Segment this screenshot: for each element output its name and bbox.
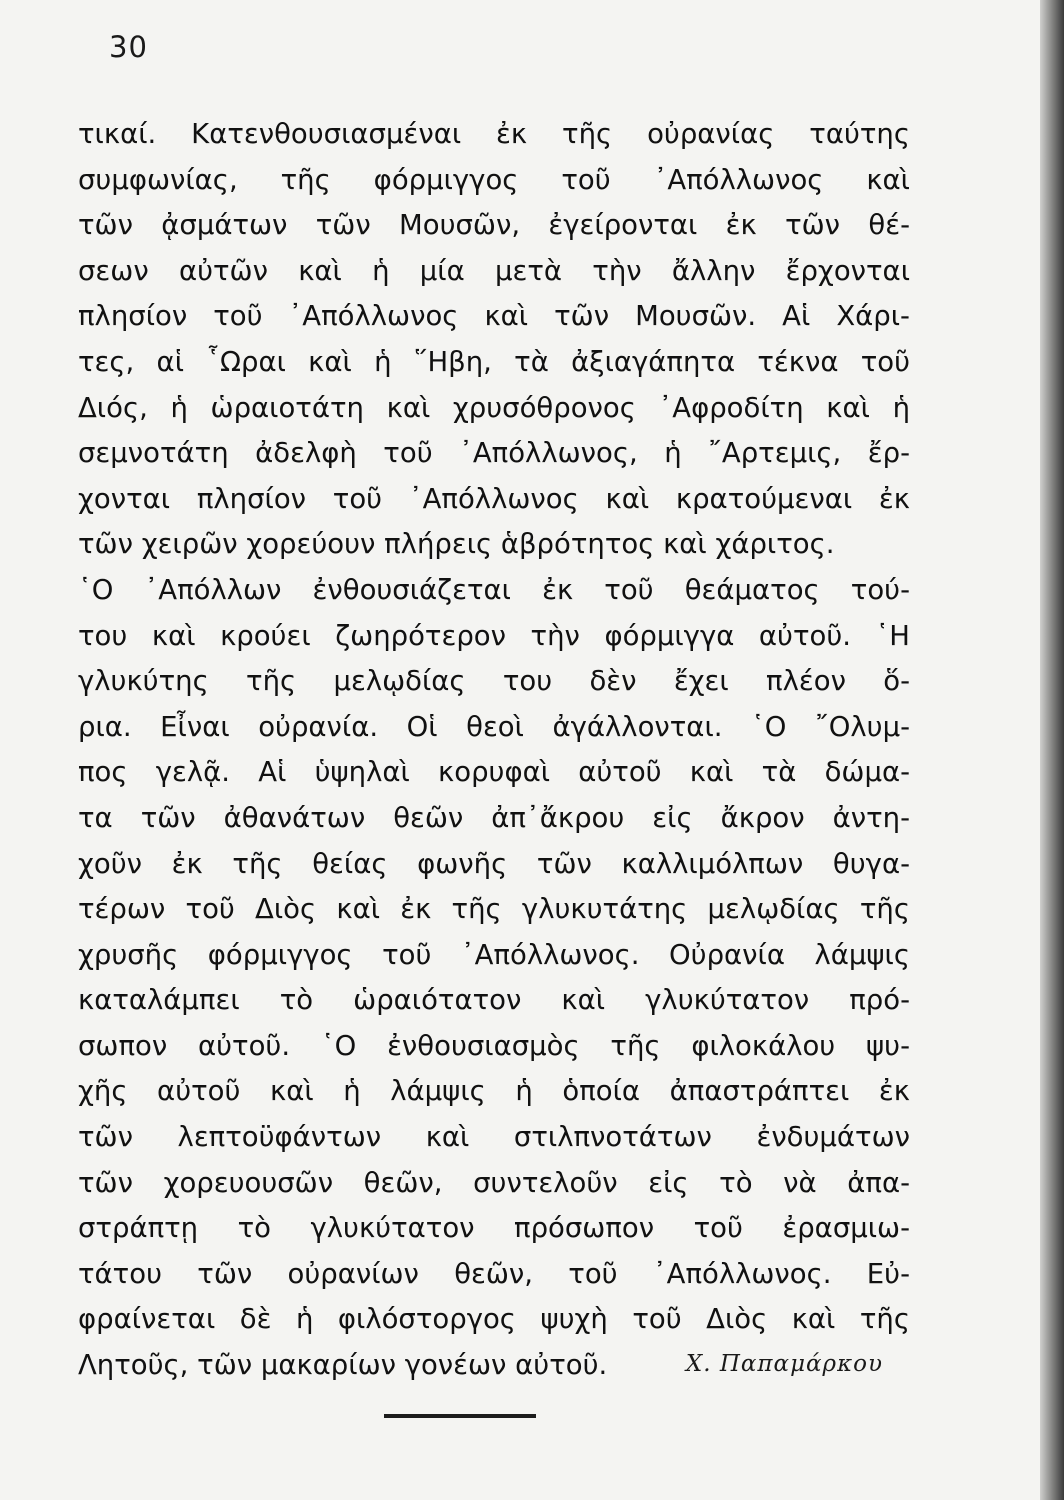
text-line: τα τῶν ἀθανάτων θεῶν ἀπ᾿ἄκρου εἰς ἄκρον ἀντη- [78, 801, 910, 834]
text-line: καταλάμπει τὸ ὡραιότατον καὶ γλυκύτατον πρό- [78, 984, 910, 1017]
text-line: τάτου τῶν οὐρανίων θεῶν, τοῦ ᾿Απόλλωνος. Εὐ- [78, 1257, 910, 1290]
text-line: τῶν ᾀσμάτων τῶν Μουσῶν, ἐγείρονται ἐκ τῶν θέ- [78, 209, 910, 242]
text-line: τῶν λεπτοϋφάντων καὶ στιλπνοτάτων ἐνδυμάτων [78, 1121, 910, 1154]
text-line: ρια. Εἶναι οὐρανία. Οἱ θεοὶ ἀγάλλονται. ῾Ο ῎Ολυμ- [78, 710, 910, 743]
text-line: Λητοῦς, τῶν μακαρίων γονέων αὐτοῦ. [78, 1349, 608, 1382]
text-line: του καὶ κρούει ζωηρότερον τὴν φόρμιγγα αὐτοῦ. ῾Η [78, 619, 910, 652]
text-line: πλησίον τοῦ ᾿Απόλλωνος καὶ τῶν Μουσῶν. Αἱ Χάρι- [78, 300, 910, 333]
text-line: χρυσῆς φόρμιγγος τοῦ ᾿Απόλλωνος. Οὐρανία λάμψις [78, 938, 910, 971]
text-line: φραίνεται δὲ ἡ φιλόστοργος ψυχὴ τοῦ Διὸς καὶ τῆς [78, 1303, 910, 1336]
body-text [78, 112, 910, 1389]
section-divider [384, 1414, 536, 1418]
text-line: γλυκύτης τῆς μελῳδίας του δὲν ἔχει πλέον ὅ- [78, 665, 910, 698]
text-line: σωπον αὐτοῦ. ῾Ο ἐνθουσιασμὸς τῆς φιλοκάλου ψυ- [78, 1029, 910, 1062]
text-line: σεμνοτάτη ἀδελφὴ τοῦ ᾿Απόλλωνος, ἡ ῎Αρτεμις, ἔρ- [78, 437, 910, 470]
text-line: σεων αὐτῶν καὶ ἡ μία μετὰ τὴν ἄλλην ἔρχονται [78, 254, 910, 287]
text-line: τες, αἱ ῟Ωραι καὶ ἡ ῞Ηβη, τὰ ἀξιαγάπητα τέκνα τοῦ [78, 345, 910, 378]
text-line: Διός, ἡ ὡραιοτάτη καὶ χρυσόθρονος ᾿Αφροδίτη καὶ ἡ [78, 391, 910, 424]
page-edge-shadow [1040, 0, 1064, 1500]
text-line: πος γελᾷ. Αἱ ὑψηλαὶ κορυφαὶ αὐτοῦ καὶ τὰ δώμα- [78, 756, 910, 789]
text-line: τέρων τοῦ Διὸς καὶ ἐκ τῆς γλυκυτάτης μελῳδίας τῆς [78, 893, 910, 926]
text-line: στράπτῃ τὸ γλυκύτατον πρόσωπον τοῦ ἐρασμιω- [78, 1212, 910, 1245]
text-line: συμφωνίας, τῆς φόρμιγγος τοῦ ᾿Απόλλωνος καὶ [78, 163, 910, 196]
text-line: τῶν χειρῶν χορεύουν πλήρεις ἁβρότητος καὶ χάριτος. [78, 528, 835, 561]
text-line: χοῦν ἐκ τῆς θείας φωνῆς τῶν καλλιμόλπων θυγα- [78, 847, 910, 880]
page-number: 30 [109, 30, 148, 64]
text-line: τῶν χορευουσῶν θεῶν, συντελοῦν εἰς τὸ νὰ ἀπα- [78, 1166, 910, 1199]
text-line: τικαί. Κατενθουσιασμέναι ἐκ τῆς οὐρανίας ταύτης [78, 118, 910, 150]
text-line: ῾Ο ᾿Απόλλων ἐνθουσιάζεται ἐκ τοῦ θεάματος τού- [78, 573, 910, 606]
text-line: χονται πλησίον τοῦ ᾿Απόλλωνος καὶ κρατούμεναι ἐκ [78, 482, 910, 515]
author-signature: Χ. Παπαμάρκου [685, 1351, 883, 1377]
text-line: χῆς αὐτοῦ καὶ ἡ λάμψις ἡ ὁποία ἀπαστράπτει ἐκ [78, 1075, 910, 1108]
